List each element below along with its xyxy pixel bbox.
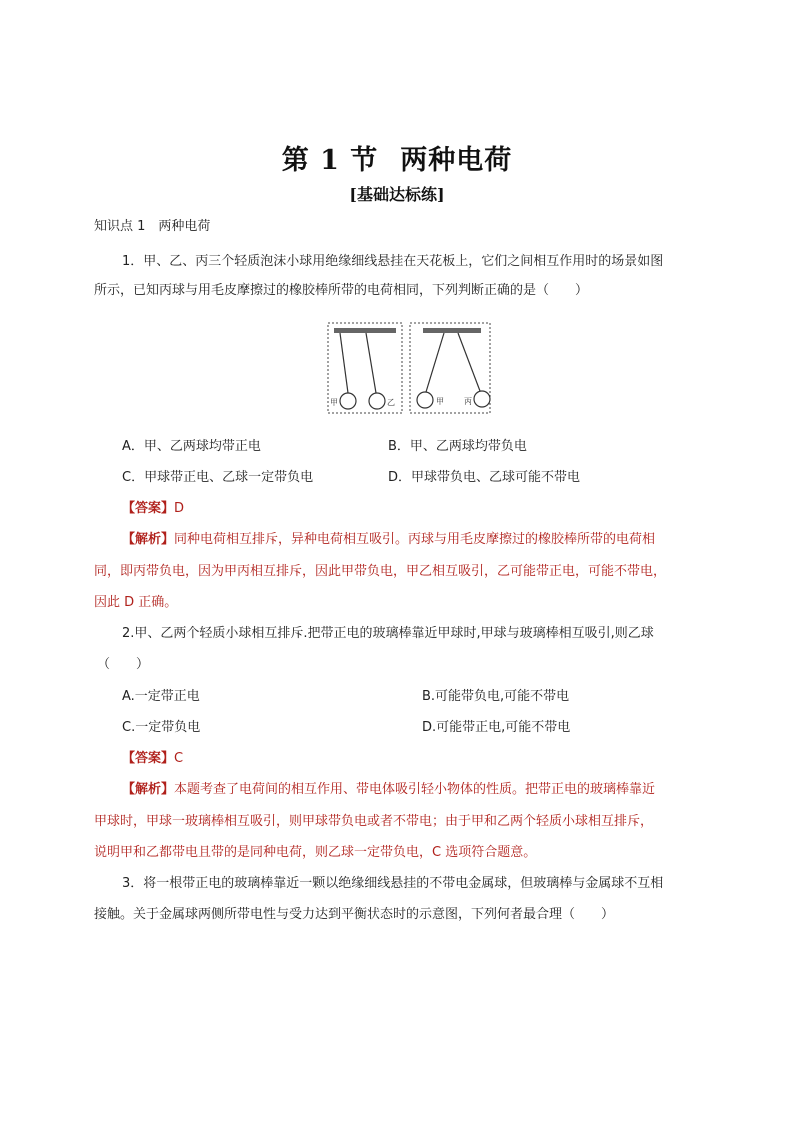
q1-option-a: A．甲、乙两球均带正电 <box>122 439 261 454</box>
q2-analysis-line3: 说明甲和乙都带电且带的是同种电荷，则乙球一定带负电，C 选项符合题意。 <box>94 845 537 860</box>
q2-stem-line2: （ ） <box>97 657 150 672</box>
q1-answer-label: 【答案】 <box>122 501 175 516</box>
title-topic: 两种电荷 <box>400 145 513 176</box>
q3-stem-line1: 3．将一根带正电的玻璃棒靠近一颗以绝缘细线悬挂的不带电金属球，但玻璃棒与金属球不互相 <box>122 876 664 891</box>
page-subtitle: [基础达标练] <box>349 185 445 204</box>
q2-option-b: B.可能带负电,可能不带电 <box>422 689 570 704</box>
q1-analysis-line3: 因此 D 正确。 <box>94 595 178 610</box>
q1-figure-pendulums <box>326 320 494 416</box>
q2-answer-label: 【答案】 <box>122 751 175 766</box>
q2-option-d: D.可能带正电,可能不带电 <box>422 720 571 735</box>
right-string-2 <box>458 333 480 391</box>
q1-analysis-text1: 同种电荷相互排斥，异种电荷相互吸引。丙球与用毛皮摩擦过的橡胶棒所带的电荷相 <box>174 532 656 547</box>
q2-analysis-label: 【解析】 <box>122 782 175 797</box>
q1-option-d: D．甲球带负电、乙球可能不带电 <box>388 470 581 485</box>
q2-option-a: A.一定带正电 <box>122 689 200 704</box>
q2-analysis-line1 <box>122 782 655 798</box>
right-ball-1 <box>417 392 433 408</box>
q2-analysis-text1: 本题考查了电荷间的相互作用、带电体吸引轻小物体的性质。把带正电的玻璃棒靠近 <box>174 782 656 797</box>
right-label-1: 甲 <box>436 397 444 406</box>
q1-option-c: C．甲球带正电、乙球一定带负电 <box>122 470 314 485</box>
q2-answer <box>122 751 183 767</box>
page-title <box>0 138 794 177</box>
left-label-1: 甲 <box>330 398 338 407</box>
left-ball-2 <box>369 393 385 409</box>
q2-stem-line1: 2.甲、乙两个轻质小球相互排斥.把带正电的玻璃棒靠近甲球时,甲球与玻璃棒相互吸引,则乙球 <box>122 626 654 641</box>
q2-analysis-line2: 甲球时，甲球一玻璃棒相互吸引，则甲球带负电或者不带电；由于甲和乙两个轻质小球相互排斥， <box>94 814 654 829</box>
q3-stem-line2: 接触。关于金属球两侧所带电性与受力达到平衡状态时的示意图，下列何者最合理（ ） <box>94 907 615 922</box>
left-string-1 <box>340 333 348 393</box>
right-label-2: 丙 <box>464 397 472 406</box>
q1-option-b: B．甲、乙两球均带负电 <box>388 439 527 454</box>
right-panel-frame <box>410 323 490 413</box>
q1-stem-line1: 1．甲、乙、丙三个轻质泡沫小球用绝缘细线悬挂在天花板上，它们之间相互作用时的场景如图 <box>122 254 664 269</box>
left-ceiling <box>334 328 396 333</box>
q1-stem-line2: 所示，已知丙球与用毛皮摩擦过的橡胶棒所带的电荷相同，下列判断正确的是（ ） <box>94 283 589 298</box>
right-ball-2 <box>474 391 490 407</box>
q1-answer-value: D <box>174 501 185 516</box>
left-string-2 <box>366 333 376 393</box>
q2-answer-value: C <box>174 751 184 766</box>
q1-analysis-line2: 同，即丙带负电，因为甲丙相互排斥，因此甲带负电，甲乙相互吸引，乙可能带正电，可能不带电， <box>94 564 667 579</box>
q1-analysis-label: 【解析】 <box>122 532 175 547</box>
left-label-2: 乙 <box>387 398 395 407</box>
q1-analysis-line1 <box>122 532 655 548</box>
right-ceiling <box>423 328 481 333</box>
q1-answer <box>122 501 184 517</box>
left-ball-1 <box>340 393 356 409</box>
q2-option-c: C.一定带负电 <box>122 720 201 735</box>
right-string-1 <box>426 333 444 392</box>
title-section-number: 第 1 节 <box>281 145 379 176</box>
section-label: 知识点 1 两种电荷 <box>94 219 211 234</box>
